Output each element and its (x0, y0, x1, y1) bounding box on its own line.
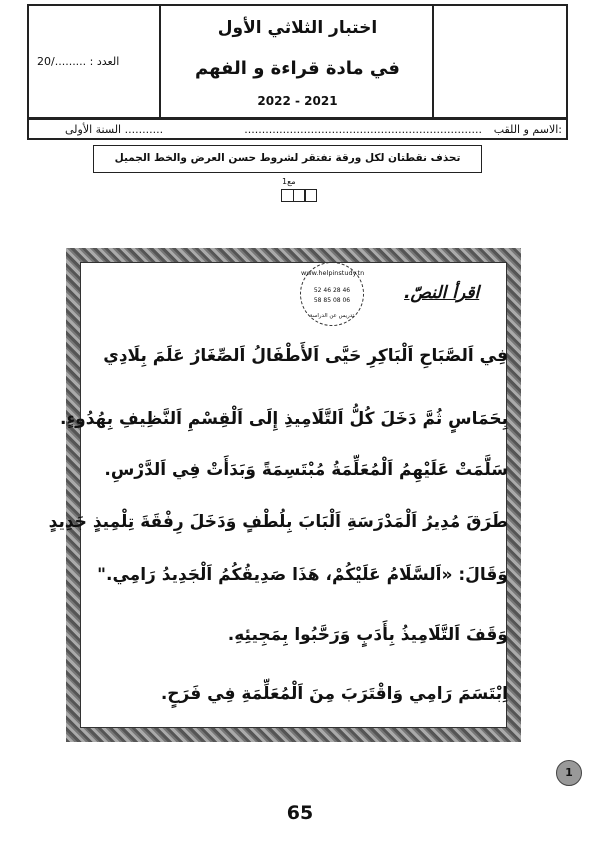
exam-subject: في مادة قراءة و الفهم (195, 58, 400, 79)
page-number: 65 (286, 802, 314, 824)
reading-title: اقرأ النصّ. (404, 283, 480, 303)
text-line: فِي اَلصَّبَاحِ اَلْبَاكِرِ حَيَّى اَلأَطْفَالُ اَلصِّغَارُ عَلَمَ بِلَادِي (103, 346, 508, 366)
name-label: الاسم و اللقب: (493, 123, 562, 136)
text-line: وَقَالَ: «اَلسَّلَامُ عَلَيْكُمْ، هَذَا صَدِيقُكُمُ اَلْجَدِيدُ رَامِي." (97, 565, 508, 585)
text-line: وَقَفَ اَلتَّلَامِيذُ بِأَدَبٍ وَرَحَّبُوا بِمَجِيئِهِ. (227, 625, 508, 645)
grade-box[interactable] (304, 189, 317, 202)
score-field[interactable]: العدد : ........./20 (37, 55, 120, 68)
level-label: السنة الأولى ........... (65, 123, 164, 136)
text-line: طَرَقَ مُدِيرُ اَلْمَدْرَسَةِ اَلْبَابَ بِلُطْفٍ وَدَخَلَ رِفْقَةَ تِلْمِيذٍ جَدِيدٍ (48, 512, 508, 532)
stamp-phone: 52 46 28 46 (313, 287, 351, 294)
text-line: اِبْتَسَمَ رَامِي وَاقْتَرَبَ مِنَ اَلْمُعَلِّمَةِ فِي فَرَحٍ. (160, 684, 508, 704)
sheet-number-badge: 1 (556, 760, 582, 786)
header-title-cell (161, 6, 434, 117)
stamp-site: www.helpinstudy.tn (301, 269, 365, 277)
grading-boxes (281, 189, 316, 202)
reading-frame-inner (80, 262, 507, 728)
student-info-row (27, 118, 568, 140)
text-line: بِحَمَاسٍ ثُمَّ دَخَلَ كُلُّ اَلتَّلَامِيذِ إِلَى اَلْقِسْمِ اَلنَّظِيفِ بِهُدُوءٍ. (59, 409, 508, 429)
name-field[interactable]: .................................................................... (244, 123, 482, 136)
exam-header (27, 4, 568, 119)
stamp-phone: 58 85 08 06 (313, 297, 351, 304)
exam-title: اختبار الثلاثي الأول (217, 18, 378, 38)
presentation-note: تحذف نقطتان لكل ورقة تفتقر لشروط حسن العرض والخط الجميل (93, 145, 482, 173)
criterion-label: مع1 (282, 177, 296, 186)
school-year: 2022 - 2021 (257, 94, 338, 108)
text-line: سَلَّمَتْ عَلَيْهِمُ اَلْمُعَلِّمَةُ مُبْتَسِمَةً وَبَدَأَتْ فِي اَلدَّرْسِ. (104, 460, 508, 480)
stamp-tagline: تدريس عن الدراسة (309, 313, 355, 319)
site-stamp (300, 262, 364, 326)
